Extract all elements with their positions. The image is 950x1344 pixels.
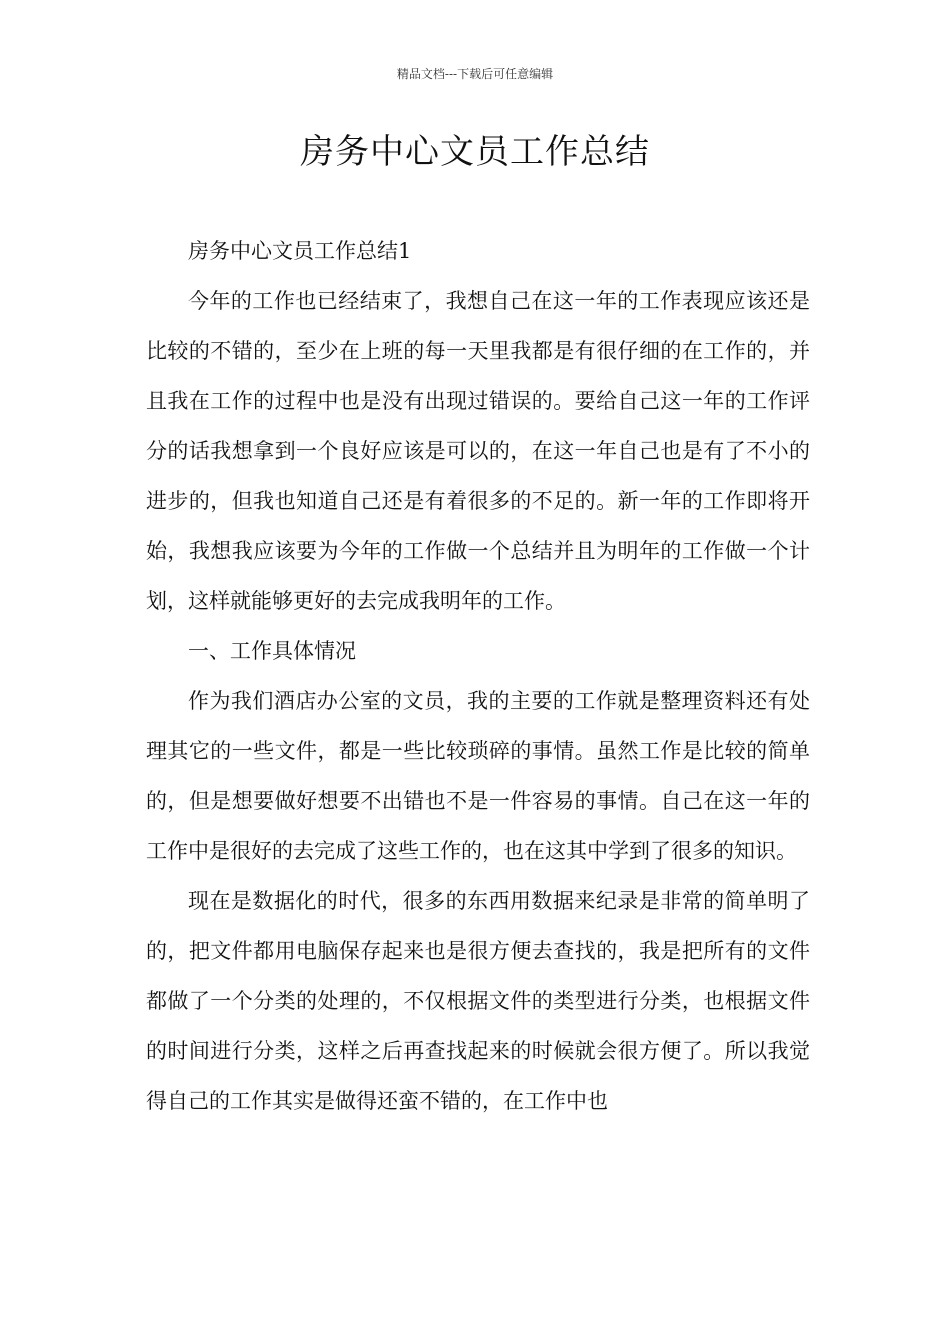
paragraph: 现在是数据化的时代，很多的东西用数据来纪录是非常的简单明了的，把文件都用电脑保存起来也是很方便去查找的，我是把所有的文件都做了一个分类的处理的，不仅根据文件的类型进行分类，也根据文件的时间进行分类，这样之后再查找起来的时候就会很方便了。所以我觉得自己的工作其实是做得还蛮不错的，在工作中也 (146, 889, 810, 1113)
document-body (146, 226, 810, 1126)
document-title: 房务中心文员工作总结 (300, 132, 650, 172)
section-heading: 一、工作具体情况 (188, 639, 356, 663)
section-heading: 房务中心文员工作总结1 (188, 239, 412, 263)
header-note: 精品文档---下载后可任意编辑 (396, 67, 554, 81)
paragraph: 作为我们酒店办公室的文员，我的主要的工作就是整理资料还有处理其它的一些文件，都是一些比较琐碎的事情。虽然工作是比较的简单的，但是想要做好想要不出错也不是一件容易的事情。自己在这一年的工作中是很好的去完成了这些工作的，也在这其中学到了很多的知识。 (146, 689, 810, 863)
paragraph: 今年的工作也已经结束了，我想自己在这一年的工作表现应该还是比较的不错的，至少在上班的每一天里我都是有很仔细的在工作的，并且我在工作的过程中也是没有出现过错误的。要给自己这一年的工作评分的话我想拿到一个良好应该是可以的，在这一年自己也是有了不小的进步的，但我也知道自己还是有着很多的不足的。新一年的工作即将开始，我想我应该要为今年的工作做一个总结并且为明年的工作做一个计划，这样就能够更好的去完成我明年的工作。 (146, 289, 810, 613)
